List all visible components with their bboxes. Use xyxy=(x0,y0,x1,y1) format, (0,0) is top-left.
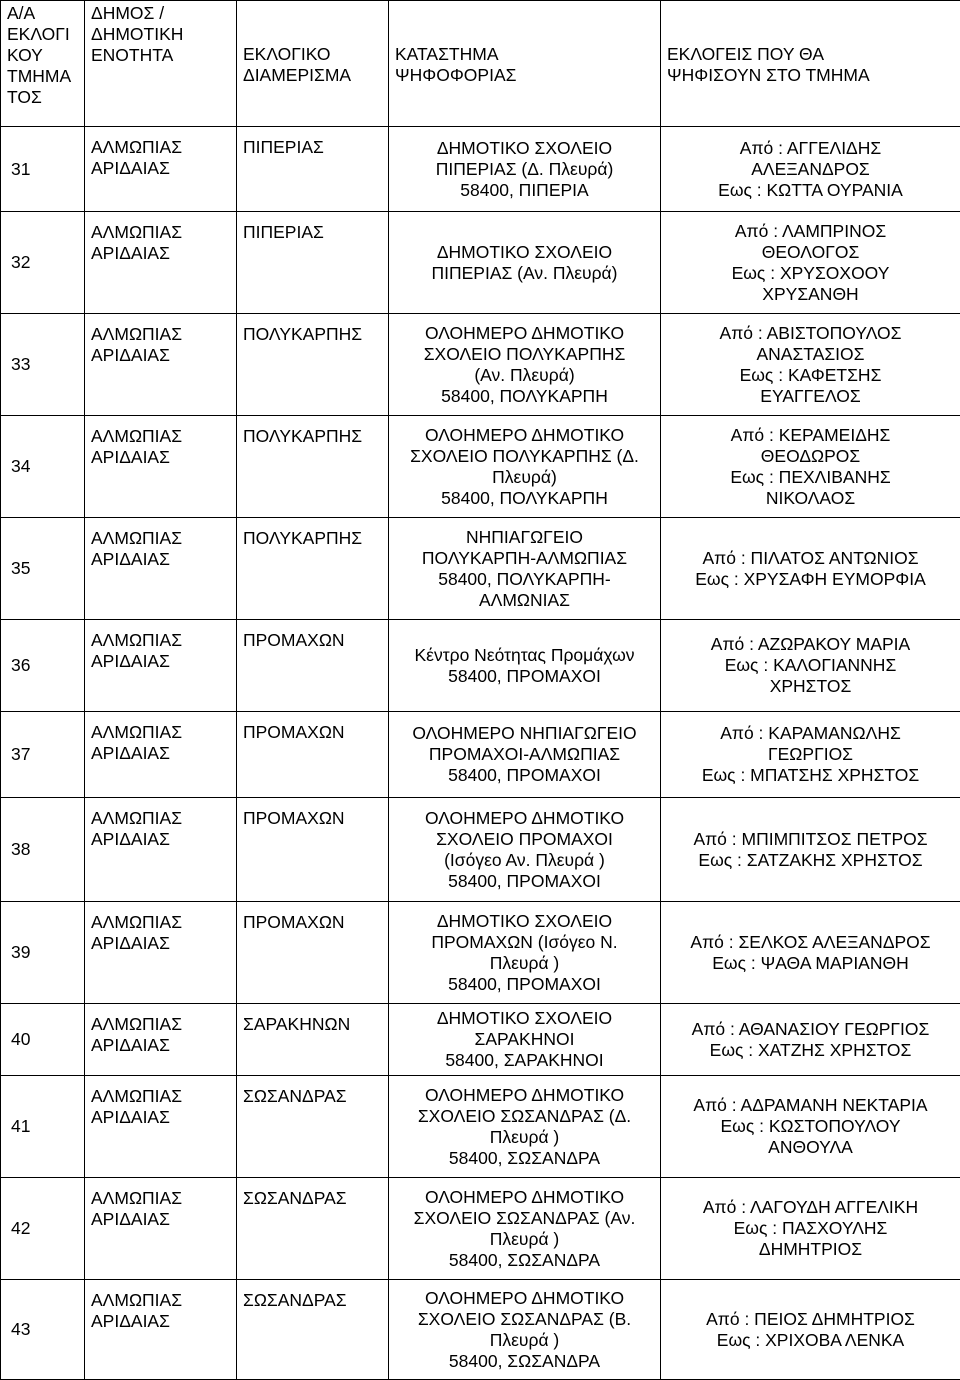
text-line: ΔΗΜΟΤΙΚΟ ΣΧΟΛΕΙΟ xyxy=(395,911,654,932)
text-line: ΑΛΜΩΠΙΑΣ xyxy=(91,1290,230,1311)
cell-diamerisma: ΣΩΣΑΝΔΡΑΣ xyxy=(237,1076,389,1178)
text-line: 58400, ΠΟΛΥΚΑΡΠΗ xyxy=(395,488,654,509)
table-row xyxy=(1,1004,960,1076)
text-line: ΧΡΥΣΑΝΘΗ xyxy=(667,284,954,305)
text-line: ΑΡΙΔΑΙΑΣ xyxy=(91,1311,230,1332)
cell-aa: 42 xyxy=(1,1178,85,1280)
text-line: Από : ΚΕΡΑΜΕΙΔΗΣ xyxy=(667,425,954,446)
cell-katastima xyxy=(389,416,661,518)
text-line: ΟΛΟΗΜΕΡΟ ΔΗΜΟΤΙΚΟ xyxy=(395,1187,654,1208)
header-eklogeis xyxy=(661,1,960,127)
cell-diamerisma: ΠΙΠΕΡΙΑΣ xyxy=(237,127,389,212)
cell-dimos xyxy=(85,1004,237,1076)
text-line: Από : ΛΑΓΟΥΔΗ ΑΓΓΕΛΙΚΗ xyxy=(667,1197,954,1218)
header-katastima xyxy=(389,1,661,127)
table-row xyxy=(1,212,960,314)
text-line: ΕΚΛΟΓΙ xyxy=(7,24,78,45)
text-line: ΟΛΟΗΜΕΡΟ ΔΗΜΟΤΙΚΟ xyxy=(395,323,654,344)
text-line: ΠΡΟΜΑΧΟΙ-ΑΛΜΩΠΙΑΣ xyxy=(395,744,654,765)
table-row xyxy=(1,518,960,620)
cell-katastima xyxy=(389,798,661,902)
text-line: ΟΛΟΗΜΕΡΟ ΔΗΜΟΤΙΚΟ xyxy=(395,1085,654,1106)
cell-aa: 33 xyxy=(1,314,85,416)
text-line: Εως : ΣΑΤΖΑΚΗΣ ΧΡΗΣΤΟΣ xyxy=(667,850,954,871)
text-line: ΣΧΟΛΕΙΟ ΣΩΣΑΝΔΡΑΣ (Β. xyxy=(395,1309,654,1330)
text-line: ΝΙΚΟΛΑΟΣ xyxy=(667,488,954,509)
text-line: Από : ΑΒΙΣΤΟΠΟΥΛΟΣ xyxy=(667,323,954,344)
text-line: ΣΧΟΛΕΙΟ ΠΡΟΜΑΧΟΙ xyxy=(395,829,654,850)
table-row xyxy=(1,620,960,712)
text-line: ΑΡΙΔΑΙΑΣ xyxy=(91,158,230,179)
text-line: ΑΝΘΟΥΛΑ xyxy=(667,1137,954,1158)
text-line: ΑΛΜΩΠΙΑΣ xyxy=(91,808,230,829)
text-line: Εως : ΜΠΑΤΣΗΣ ΧΡΗΣΤΟΣ xyxy=(667,765,954,786)
header-aa xyxy=(1,1,85,127)
text-line: Πλευρά) xyxy=(395,467,654,488)
text-line: ΨΗΦΟΦΟΡΙΑΣ xyxy=(395,65,654,86)
cell-diamerisma: ΠΡΟΜΑΧΩΝ xyxy=(237,620,389,712)
cell-katastima xyxy=(389,620,661,712)
text-line: 58400, ΠΡΟΜΑΧΟΙ xyxy=(395,871,654,892)
text-line: ΟΛΟΗΜΕΡΟ ΝΗΠΙΑΓΩΓΕΙΟ xyxy=(395,723,654,744)
text-line: ΠΙΠΕΡΙΑΣ (Αν. Πλευρά) xyxy=(395,263,654,284)
cell-aa: 37 xyxy=(1,712,85,798)
text-line: Από : ΑΘΑΝΑΣΙΟΥ ΓΕΩΡΓΙΟΣ xyxy=(667,1019,954,1040)
text-line: 58400, ΠΟΛΥΚΑΡΠΗ- xyxy=(395,569,654,590)
text-line: Εως : ΧΑΤΖΗΣ ΧΡΗΣΤΟΣ xyxy=(667,1040,954,1061)
text-line: ΑΛΜΩΝΙΑΣ xyxy=(395,590,654,611)
cell-katastima xyxy=(389,127,661,212)
cell-eklogeis xyxy=(661,212,960,314)
text-line: ΠΟΛΥΚΑΡΠΗ-ΑΛΜΩΠΙΑΣ xyxy=(395,548,654,569)
text-line: ΑΛΜΩΠΙΑΣ xyxy=(91,528,230,549)
text-line: Εως : ΨΑΘΑ ΜΑΡΙΑΝΘΗ xyxy=(667,953,954,974)
text-line: Από : ΛΑΜΠΡΙΝΟΣ xyxy=(667,221,954,242)
text-line: ΑΡΙΔΑΙΑΣ xyxy=(91,447,230,468)
table-row xyxy=(1,1280,960,1380)
text-line: ΣΧΟΛΕΙΟ ΠΟΛΥΚΑΡΠΗΣ xyxy=(395,344,654,365)
text-line: Εως : ΠΕΧΛΙΒΑΝΗΣ xyxy=(667,467,954,488)
cell-aa: 36 xyxy=(1,620,85,712)
text-line: ΑΡΙΔΑΙΑΣ xyxy=(91,829,230,850)
cell-dimos xyxy=(85,712,237,798)
text-line: Πλευρά ) xyxy=(395,1229,654,1250)
text-line: ΔΗΜΟΤΙΚΟ ΣΧΟΛΕΙΟ xyxy=(395,1008,654,1029)
cell-eklogeis xyxy=(661,798,960,902)
cell-katastima xyxy=(389,712,661,798)
text-line: Εως : ΧΡΙΧΟΒΑ ΛΕΝΚΑ xyxy=(667,1330,954,1351)
text-line: Από : ΑΔΡΑΜΑΝΗ ΝΕΚΤΑΡΙΑ xyxy=(667,1095,954,1116)
table-row xyxy=(1,314,960,416)
text-line: ΔΗΜΗΤΡΙΟΣ xyxy=(667,1239,954,1260)
text-line: 58400, ΠΡΟΜΑΧΟΙ xyxy=(395,765,654,786)
cell-katastima xyxy=(389,1076,661,1178)
text-line: ΑΡΙΔΑΙΑΣ xyxy=(91,743,230,764)
table-row xyxy=(1,902,960,1004)
cell-diamerisma: ΣΩΣΑΝΔΡΑΣ xyxy=(237,1178,389,1280)
cell-aa: 35 xyxy=(1,518,85,620)
text-line: (Ισόγεο Αν. Πλευρά ) xyxy=(395,850,654,871)
text-line: Κέντρο Νεότητας Προμάχων xyxy=(395,645,654,666)
text-line: ΑΛΜΩΠΙΑΣ xyxy=(91,426,230,447)
text-line: Από : ΜΠΙΜΠΙΤΣΟΣ ΠΕΤΡΟΣ xyxy=(667,829,954,850)
text-line: 58400, ΠΟΛΥΚΑΡΠΗ xyxy=(395,386,654,407)
text-line: Από : ΚΑΡΑΜΑΝΩΛΗΣ xyxy=(667,723,954,744)
cell-dimos xyxy=(85,1178,237,1280)
text-line: ΕΚΛΟΓΙΚΟ xyxy=(243,44,382,65)
text-line: ΑΛΜΩΠΙΑΣ xyxy=(91,324,230,345)
text-line: ΔΙΑΜΕΡΙΣΜΑ xyxy=(243,65,382,86)
text-line: ΑΡΙΔΑΙΑΣ xyxy=(91,345,230,366)
cell-diamerisma: ΠΡΟΜΑΧΩΝ xyxy=(237,712,389,798)
text-line: ΑΡΙΔΑΙΑΣ xyxy=(91,651,230,672)
text-line: Από : ΠΕΙΟΣ ΔΗΜΗΤΡΙΟΣ xyxy=(667,1309,954,1330)
text-line: ΑΝΑΣΤΑΣΙΟΣ xyxy=(667,344,954,365)
cell-eklogeis xyxy=(661,127,960,212)
text-line: ΟΛΟΗΜΕΡΟ ΔΗΜΟΤΙΚΟ xyxy=(395,808,654,829)
cell-dimos xyxy=(85,902,237,1004)
cell-eklogeis xyxy=(661,518,960,620)
text-line: 58400, ΣΩΣΑΝΔΡΑ xyxy=(395,1351,654,1372)
text-line: ΣΧΟΛΕΙΟ ΣΩΣΑΝΔΡΑΣ (Αν. xyxy=(395,1208,654,1229)
text-line: ΤΜΗΜΑ xyxy=(7,66,78,87)
text-line: ΑΛΜΩΠΙΑΣ xyxy=(91,722,230,743)
text-line: ΔΗΜΟΣ / xyxy=(91,3,230,24)
text-line: 58400, ΠΙΠΕΡΙΑ xyxy=(395,180,654,201)
text-line: ΚΑΤΑΣΤΗΜΑ xyxy=(395,44,654,65)
text-line: ΣΧΟΛΕΙΟ ΠΟΛΥΚΑΡΠΗΣ (Δ. xyxy=(395,446,654,467)
table-row xyxy=(1,1178,960,1280)
text-line: ΑΛΜΩΠΙΑΣ xyxy=(91,1014,230,1035)
cell-dimos xyxy=(85,127,237,212)
text-line: ΚΟΥ xyxy=(7,45,78,66)
text-line: ΑΛΜΩΠΙΑΣ xyxy=(91,1086,230,1107)
text-line: (Αν. Πλευρά) xyxy=(395,365,654,386)
header-diamerisma xyxy=(237,1,389,127)
text-line: ΔΗΜΟΤΙΚΟ ΣΧΟΛΕΙΟ xyxy=(395,242,654,263)
table-row xyxy=(1,127,960,212)
cell-eklogeis xyxy=(661,416,960,518)
text-line: ΤΟΣ xyxy=(7,87,78,108)
text-line: ΟΛΟΗΜΕΡΟ ΔΗΜΟΤΙΚΟ xyxy=(395,425,654,446)
text-line: ΣΧΟΛΕΙΟ ΣΩΣΑΝΔΡΑΣ (Δ. xyxy=(395,1106,654,1127)
text-line: ΠΙΠΕΡΙΑΣ (Δ. Πλευρά) xyxy=(395,159,654,180)
text-line: Εως : ΚΩΤΤΑ ΟΥΡΑΝΙΑ xyxy=(667,180,954,201)
text-line: ΣΑΡΑΚΗΝΟΙ xyxy=(395,1029,654,1050)
text-line: Από : ΑΓΓΕΛΙΔΗΣ xyxy=(667,138,954,159)
text-line: Πλευρά ) xyxy=(395,953,654,974)
text-line: Εως : ΚΩΣΤΟΠΟΥΛΟΥ xyxy=(667,1116,954,1137)
text-line: ΑΛΕΞΑΝΔΡΟΣ xyxy=(667,159,954,180)
cell-katastima xyxy=(389,212,661,314)
text-line: Από : ΠΙΛΑΤΟΣ ΑΝΤΩΝΙΟΣ xyxy=(667,548,954,569)
cell-eklogeis xyxy=(661,1178,960,1280)
cell-diamerisma: ΣΑΡΑΚΗΝΩΝ xyxy=(237,1004,389,1076)
text-line: ΕΚΛΟΓΕΙΣ ΠΟΥ ΘΑ xyxy=(667,44,954,65)
text-line: ΘΕΟΔΩΡΟΣ xyxy=(667,446,954,467)
text-line: ΑΛΜΩΠΙΑΣ xyxy=(91,630,230,651)
text-line: 58400, ΠΡΟΜΑΧΟΙ xyxy=(395,666,654,687)
text-line: ΑΡΙΔΑΙΑΣ xyxy=(91,1209,230,1230)
text-line: ΠΡΟΜΑΧΩΝ (Ισόγεο Ν. xyxy=(395,932,654,953)
text-line: Εως : ΧΡΥΣΑΦΗ ΕΥΜΟΡΦΙΑ xyxy=(667,569,954,590)
text-line: ΑΡΙΔΑΙΑΣ xyxy=(91,933,230,954)
text-line: ΔΗΜΟΤΙΚΟ ΣΧΟΛΕΙΟ xyxy=(395,138,654,159)
cell-diamerisma: ΠΙΠΕΡΙΑΣ xyxy=(237,212,389,314)
text-line: ΑΡΙΔΑΙΑΣ xyxy=(91,1035,230,1056)
header-dimos xyxy=(85,1,237,127)
cell-diamerisma: ΠΟΛΥΚΑΡΠΗΣ xyxy=(237,314,389,416)
text-line: ΕΥΑΓΓΕΛΟΣ xyxy=(667,386,954,407)
cell-eklogeis xyxy=(661,1004,960,1076)
cell-aa: 34 xyxy=(1,416,85,518)
cell-dimos xyxy=(85,1076,237,1178)
cell-eklogeis xyxy=(661,1280,960,1380)
cell-eklogeis xyxy=(661,1076,960,1178)
text-line: ΕΝΟΤΗΤΑ xyxy=(91,45,230,66)
cell-katastima xyxy=(389,314,661,416)
cell-diamerisma: ΣΩΣΑΝΔΡΑΣ xyxy=(237,1280,389,1380)
cell-aa: 40 xyxy=(1,1004,85,1076)
text-line: 58400, ΣΑΡΑΚΗΝΟΙ xyxy=(395,1050,654,1071)
text-line: ΘΕΟΛΟΓΟΣ xyxy=(667,242,954,263)
text-line: Εως : ΠΑΣΧΟΥΛΗΣ xyxy=(667,1218,954,1239)
text-line: Από : ΑΖΩΡΑΚΟΥ ΜΑΡΙΑ xyxy=(667,634,954,655)
table-row xyxy=(1,1076,960,1178)
text-line: ΧΡΗΣΤΟΣ xyxy=(667,676,954,697)
table-row xyxy=(1,416,960,518)
text-line: Α/Α xyxy=(7,3,78,24)
cell-katastima xyxy=(389,1280,661,1380)
header-row xyxy=(1,1,960,127)
cell-katastima xyxy=(389,518,661,620)
cell-katastima xyxy=(389,1004,661,1076)
text-line: Πλευρά ) xyxy=(395,1330,654,1351)
cell-eklogeis xyxy=(661,712,960,798)
cell-dimos xyxy=(85,798,237,902)
text-line: Εως : ΚΑΦΕΤΣΗΣ xyxy=(667,365,954,386)
text-line: Εως : ΧΡΥΣΟΧΟΟΥ xyxy=(667,263,954,284)
text-line: 58400, ΣΩΣΑΝΔΡΑ xyxy=(395,1148,654,1169)
cell-katastima xyxy=(389,1178,661,1280)
text-line: Πλευρά ) xyxy=(395,1127,654,1148)
text-line: ΑΛΜΩΠΙΑΣ xyxy=(91,222,230,243)
text-line: ΝΗΠΙΑΓΩΓΕΙΟ xyxy=(395,527,654,548)
text-line: 58400, ΠΡΟΜΑΧΟΙ xyxy=(395,974,654,995)
text-line: ΑΡΙΔΑΙΑΣ xyxy=(91,1107,230,1128)
text-line: ΟΛΟΗΜΕΡΟ ΔΗΜΟΤΙΚΟ xyxy=(395,1288,654,1309)
text-line: ΔΗΜΟΤΙΚΗ xyxy=(91,24,230,45)
cell-dimos xyxy=(85,314,237,416)
text-line: ΨΗΦΙΣΟΥΝ ΣΤΟ ΤΜΗΜΑ xyxy=(667,65,954,86)
cell-aa: 41 xyxy=(1,1076,85,1178)
text-line: ΓΕΩΡΓΙΟΣ xyxy=(667,744,954,765)
text-line: ΑΡΙΔΑΙΑΣ xyxy=(91,243,230,264)
cell-aa: 39 xyxy=(1,902,85,1004)
cell-dimos xyxy=(85,620,237,712)
table-row xyxy=(1,798,960,902)
cell-aa: 38 xyxy=(1,798,85,902)
cell-katastima xyxy=(389,902,661,1004)
cell-aa: 43 xyxy=(1,1280,85,1380)
text-line: ΑΛΜΩΠΙΑΣ xyxy=(91,1188,230,1209)
cell-dimos xyxy=(85,212,237,314)
cell-diamerisma: ΠΟΛΥΚΑΡΠΗΣ xyxy=(237,416,389,518)
cell-dimos xyxy=(85,518,237,620)
cell-eklogeis xyxy=(661,902,960,1004)
cell-diamerisma: ΠΡΟΜΑΧΩΝ xyxy=(237,902,389,1004)
text-line: Εως : ΚΑΛΟΓΙΑΝΝΗΣ xyxy=(667,655,954,676)
cell-aa: 32 xyxy=(1,212,85,314)
text-line: ΑΛΜΩΠΙΑΣ xyxy=(91,912,230,933)
cell-diamerisma: ΠΟΛΥΚΑΡΠΗΣ xyxy=(237,518,389,620)
cell-eklogeis xyxy=(661,620,960,712)
cell-dimos xyxy=(85,1280,237,1380)
text-line: 58400, ΣΩΣΑΝΔΡΑ xyxy=(395,1250,654,1271)
text-line: Από : ΣΕΛΚΟΣ ΑΛΕΞΑΝΔΡΟΣ xyxy=(667,932,954,953)
cell-eklogeis xyxy=(661,314,960,416)
text-line: ΑΛΜΩΠΙΑΣ xyxy=(91,137,230,158)
text-line: ΑΡΙΔΑΙΑΣ xyxy=(91,549,230,570)
cell-dimos xyxy=(85,416,237,518)
cell-aa: 31 xyxy=(1,127,85,212)
table-row xyxy=(1,712,960,798)
cell-diamerisma: ΠΡΟΜΑΧΩΝ xyxy=(237,798,389,902)
